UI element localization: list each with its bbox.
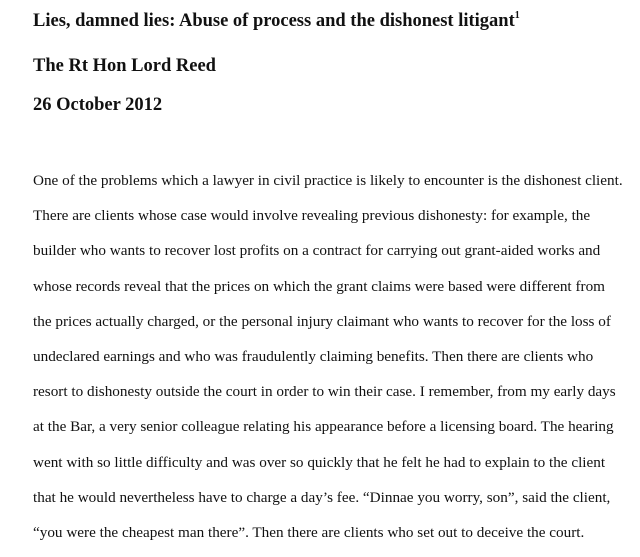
lecture-date: 26 October 2012 [33, 95, 163, 115]
document-title-text: Lies, damned lies: Abuse of process and the dishonest litigant [33, 11, 515, 31]
paragraph-line: There are clients whose case would involve revealing previous dishonesty: for example, the [33, 207, 591, 225]
paragraph-line: One of the problems which a lawyer in civil practice is likely to encounter is the dishonest client. [33, 172, 623, 189]
paragraph-line: went with so little difficulty and was over so quickly that he felt he had to explain to the client [33, 453, 606, 471]
paragraph-line: undeclared earnings and who was fraudulently claiming benefits. Then there are clients who [33, 347, 594, 365]
document-title [33, 10, 520, 32]
body-paragraph [33, 170, 633, 557]
paragraph-line: at the Bar, a very senior colleague relating his appearance before a licensing board. The hearing [33, 418, 614, 436]
paragraph-line: resort to dishonesty outside the court in order to win their case. I remember, from my early days [33, 383, 616, 401]
paragraph-line: “you were the cheapest man there”. Then there are clients who set out to deceive the court. [33, 523, 585, 541]
paragraph-line: builder who wants to recover lost profits on a contract for carrying out grant-aided works and [33, 242, 601, 260]
footnote-marker[interactable]: 1 [514, 10, 520, 21]
paragraph-line: the prices actually charged, or the personal injury claimant who wants to recover for the loss of [33, 312, 611, 330]
paragraph-line: that he would nevertheless have to charge a day’s fee. “Dinnae you worry, son”, said the client, [33, 488, 611, 506]
paragraph-line: whose records reveal that the prices on which the grant claims were based were different from [33, 277, 605, 295]
author-name: The Rt Hon Lord Reed [33, 56, 216, 76]
